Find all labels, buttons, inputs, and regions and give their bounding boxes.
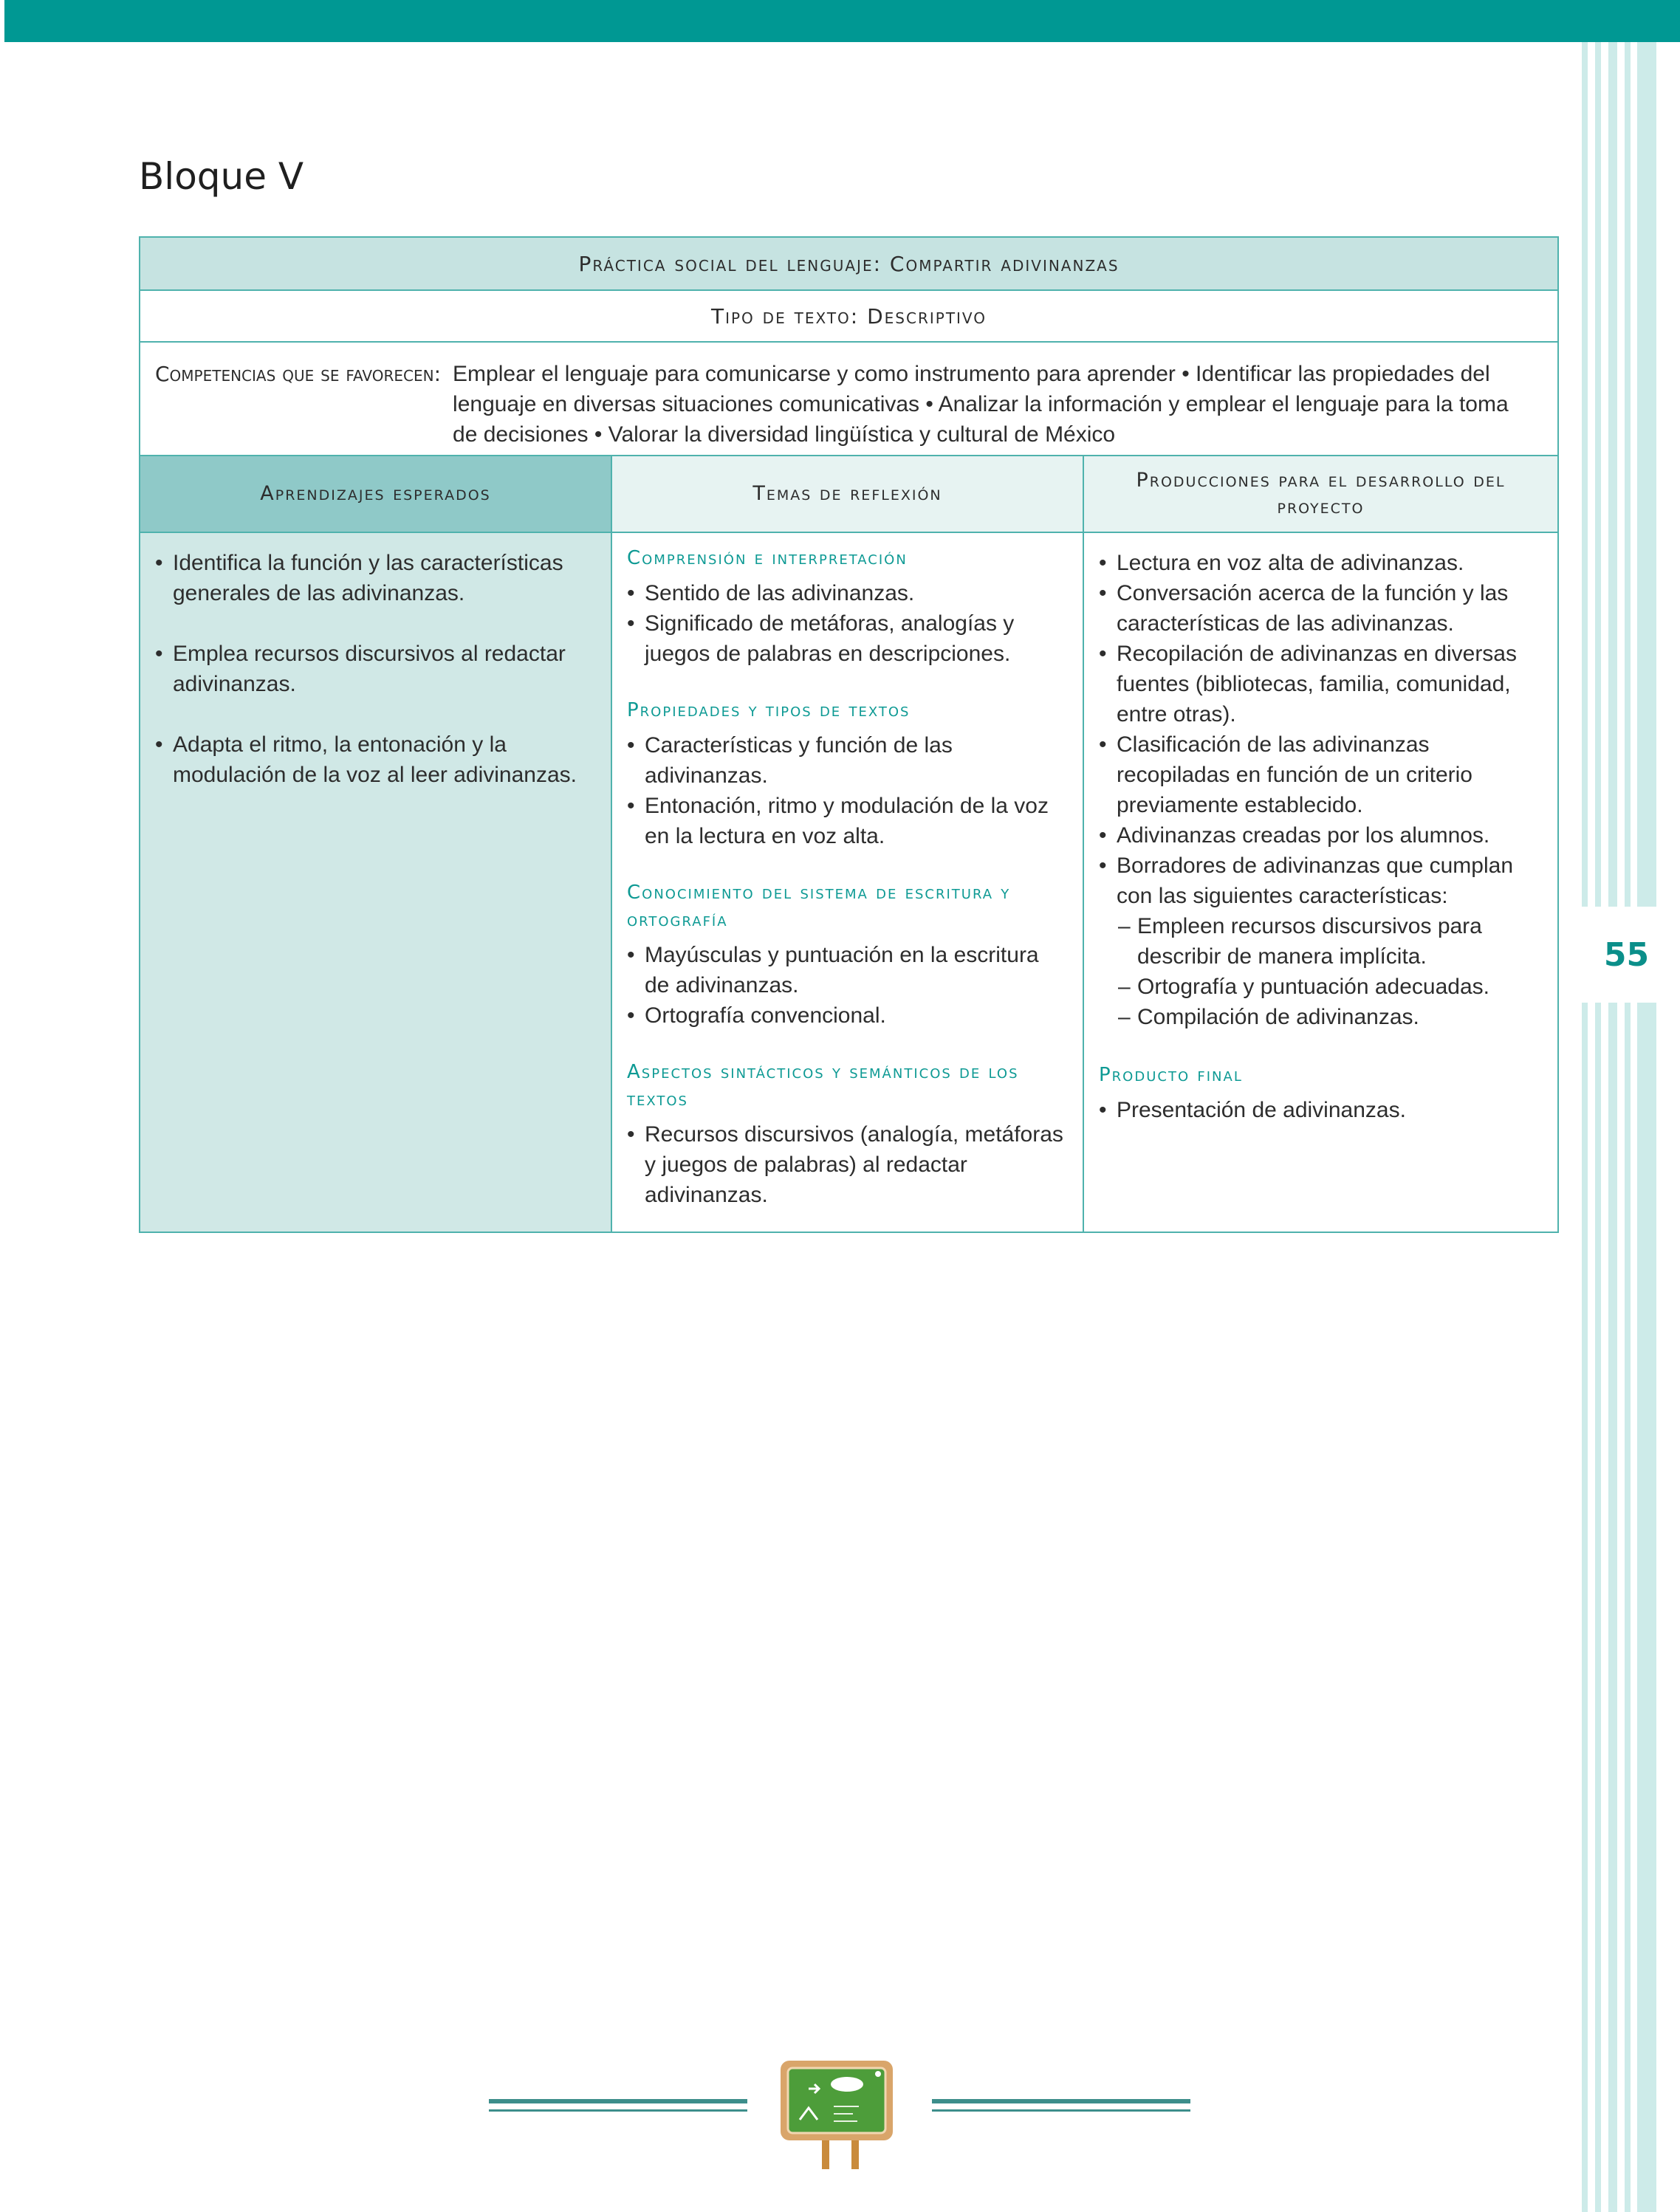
list-item: • Recopilación de adivinanzas en diversas fuentes (bibliotecas, familia, comunidad, entre otras). (1099, 639, 1543, 729)
producciones-column (1084, 456, 1557, 1232)
list-item: • Adapta el ritmo, la entonación y la modulación de la voz al leer adivinanzas. (155, 729, 596, 790)
tipo-texto-header: Tipo de texto: Descriptivo (140, 291, 1557, 343)
list-item: • Lectura en voz alta de adivinanzas. (1099, 548, 1543, 578)
chalkboard-icon (770, 2055, 903, 2173)
list-item: • Significado de metáforas, analogías y juegos de palabras en descripciones. (627, 608, 1068, 669)
section-title: Comprensión e interpretación (627, 547, 908, 569)
margin-stripe (1608, 42, 1617, 2212)
list-item: • Clasificación de las adivinanzas recopiladas en función de un criterio previamente establecido. (1099, 729, 1543, 820)
competencias-text: Emplear el lenguaje para comunicarse y como instrumento para aprender • Identificar las propiedades del lenguaje en diversas situaciones comunicativas • Analizar la información y emplear el lenguaje para la toma de decisiones • Valorar la diversidad lingüística y cultural de México (453, 362, 1509, 447)
sub-list-item: – Ortografía y puntuación adecuadas. (1099, 972, 1543, 1002)
competencias-row (140, 343, 1557, 456)
producto-final-title: Producto final (1099, 1064, 1243, 1086)
list-item: • Sentido de las adivinanzas. (627, 578, 1068, 608)
aprendizajes-body (140, 533, 611, 1232)
page-number: 55 (1573, 907, 1680, 1003)
section-title: Conocimiento del sistema de escritura y ortografía (627, 882, 1011, 931)
margin-stripe (1582, 42, 1588, 2212)
list-item: • Adivinanzas creadas por los alumnos. (1099, 820, 1543, 851)
sub-list-item: – Compilación de adivinanzas. (1099, 1002, 1543, 1032)
producciones-list (1099, 548, 1543, 1032)
producciones-heading: Producciones para el desarrollo del proyecto (1084, 456, 1557, 533)
producciones-body (1084, 533, 1557, 1232)
program-table (139, 236, 1559, 1233)
list-item: • Presentación de adivinanzas. (1099, 1095, 1543, 1125)
list-item: • Emplea recursos discursivos al redactar adivinanzas. (155, 639, 596, 699)
list-item: • Mayúsculas y puntuación en la escritura de adivinanzas. (627, 940, 1068, 1000)
aprendizajes-list (155, 548, 596, 790)
list-item: • Identifica la función y las características generales de las adivinanzas. (155, 548, 596, 608)
aprendizajes-column (140, 456, 612, 1232)
list-item: • Recursos discursivos (analogía, metáforas y juegos de palabras) al redactar adivinanzas. (627, 1119, 1068, 1210)
margin-stripe (1637, 42, 1656, 2212)
temas-body (612, 533, 1083, 1232)
footer-rule-left (489, 2099, 747, 2103)
margin-stripe (1625, 42, 1631, 2212)
columns (140, 456, 1557, 1232)
list-item: • Ortografía convencional. (627, 1000, 1068, 1031)
temas-section (627, 1059, 1068, 1210)
section-title: Aspectos sintácticos y semánticos de los textos (627, 1061, 1019, 1110)
margin-stripe (1595, 42, 1601, 2212)
competencias-label: Competencias que se favorecen: (155, 362, 442, 386)
section-title: Propiedades y tipos de textos (627, 699, 911, 721)
sub-list-item: – Empleen recursos discursivos para describir de manera implícita. (1099, 911, 1543, 972)
temas-column (612, 456, 1084, 1232)
footer-rule-right (932, 2099, 1190, 2103)
top-bar (4, 0, 1680, 42)
list-item: • Entonación, ritmo y modulación de la voz en la lectura en voz alta. (627, 791, 1068, 851)
footer-rule-right (932, 2109, 1190, 2112)
temas-heading: Temas de reflexión (612, 456, 1083, 533)
practica-header: Práctica social del lenguaje: Compartir adivinanzas (140, 238, 1557, 291)
aprendizajes-heading: Aprendizajes esperados (140, 456, 611, 533)
footer-rule-left (489, 2109, 747, 2112)
list-item: • Borradores de adivinanzas que cumplan con las siguientes características: (1099, 851, 1543, 911)
temas-section (627, 697, 1068, 851)
block-title: Bloque V (139, 155, 304, 198)
list-item: • Conversación acerca de la función y las características de las adivinanzas. (1099, 578, 1543, 639)
temas-section (627, 879, 1068, 1031)
temas-section (627, 545, 1068, 669)
list-item: • Características y función de las adivinanzas. (627, 730, 1068, 791)
